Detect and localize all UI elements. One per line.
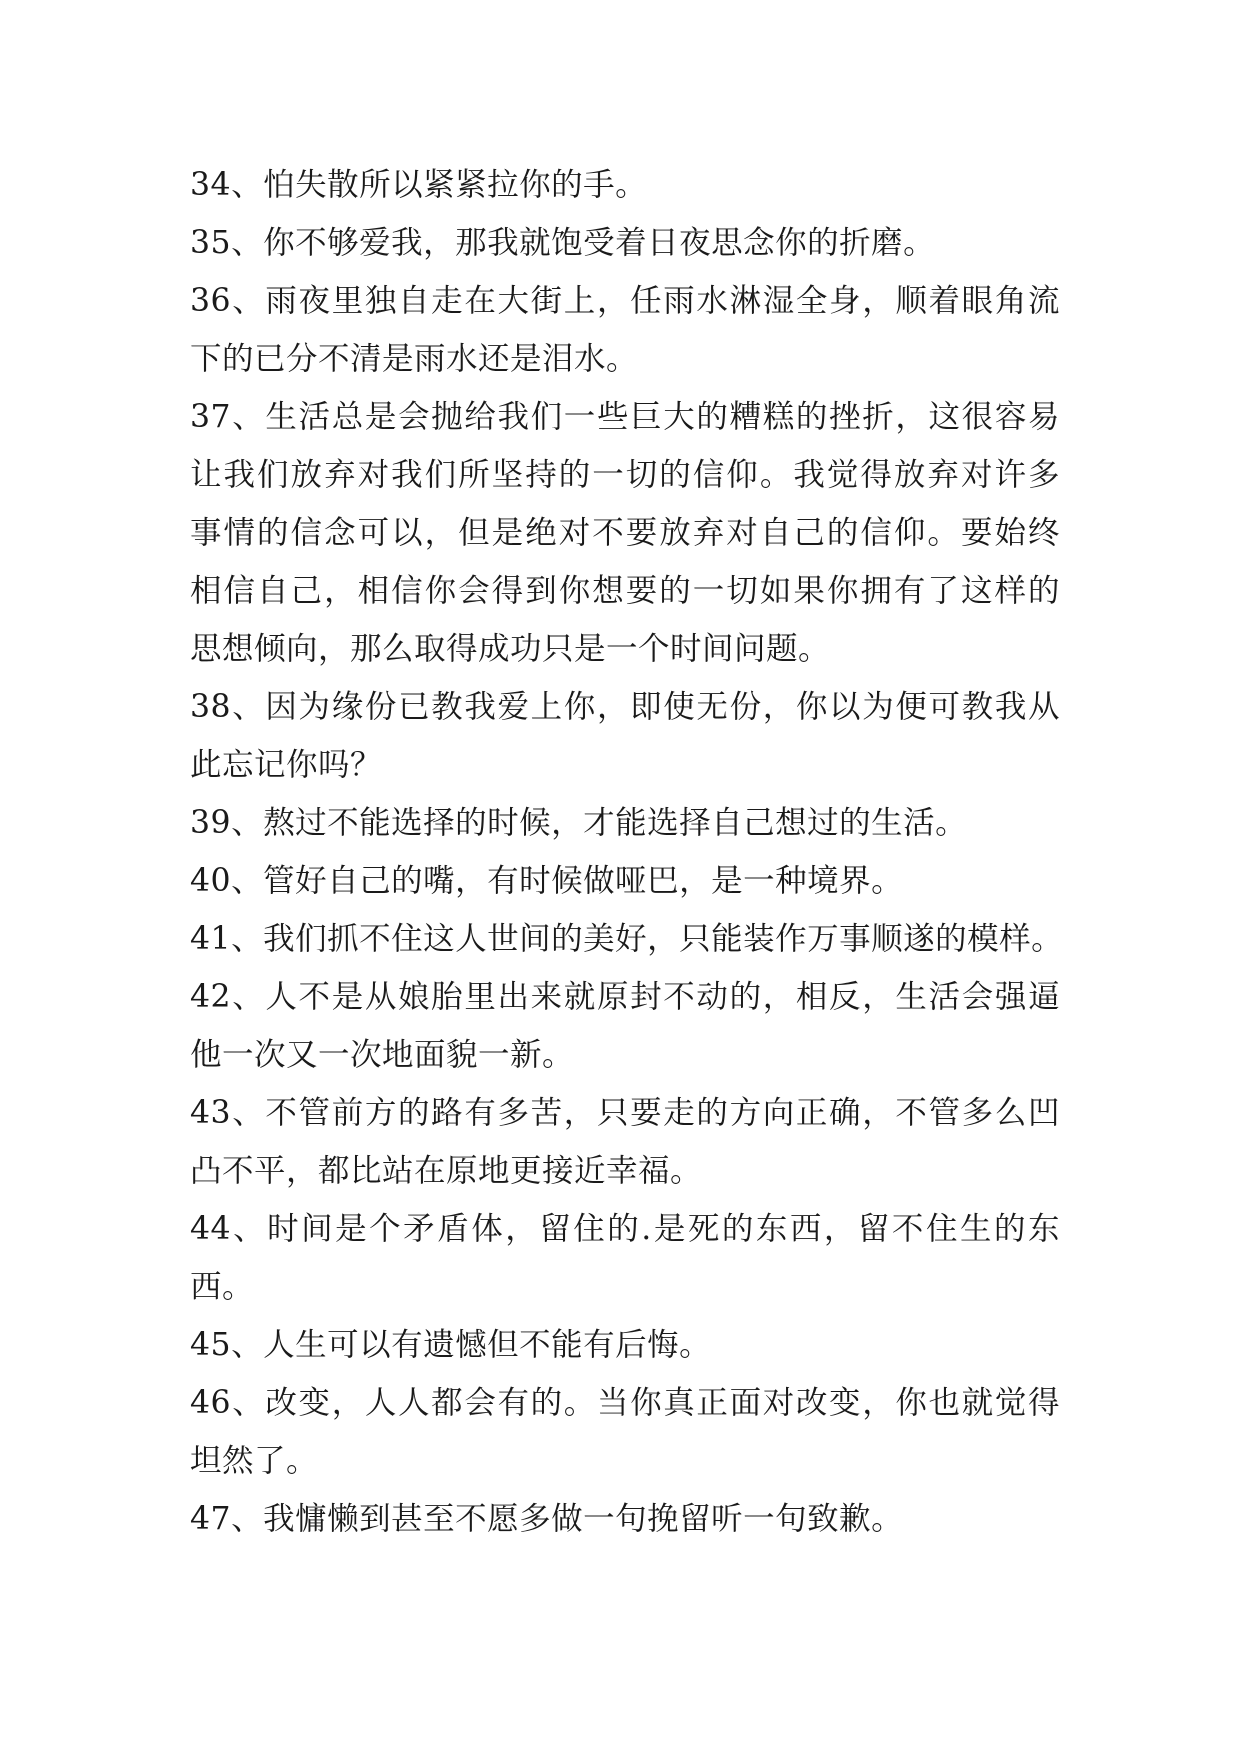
text-line: 42、人不是从娘胎里出来就原封不动的，相反，生活会强逼 (190, 979, 1060, 1015)
text-line: 他一次又一次地面貌一新。 (190, 1037, 575, 1073)
text-line: 36、雨夜里独自走在大街上，任雨水淋湿全身，顺着眼角流 (190, 283, 1060, 319)
text-line: 41、我们抓不住这人世间的美好，只能装作万事顺遂的模样。 (190, 921, 1064, 957)
quote-text-block (190, 156, 1064, 1548)
text-line: 凸不平，都比站在原地更接近幸福。 (190, 1153, 703, 1189)
text-line: 47、我慵懒到甚至不愿多做一句挽留听一句致歉。 (190, 1501, 904, 1537)
text-line: 44、时间是个矛盾体，留住的.是死的东西，留不住生的东 (190, 1211, 1060, 1247)
text-line: 43、不管前方的路有多苦，只要走的方向正确，不管多么凹 (190, 1095, 1060, 1131)
text-line: 事情的信念可以，但是绝对不要放弃对自己的信仰。要始终 (190, 515, 1060, 551)
text-line: 45、人生可以有遗憾但不能有后悔。 (190, 1327, 712, 1363)
text-line: 39、熬过不能选择的时候，才能选择自己想过的生活。 (190, 805, 968, 841)
text-line: 相信自己，相信你会得到你想要的一切如果你拥有了这样的 (190, 573, 1060, 609)
text-line: 西。 (190, 1269, 255, 1305)
text-line: 40、管好自己的嘴，有时候做哑巴，是一种境界。 (190, 863, 904, 899)
text-line: 38、因为缘份已教我爱上你，即使无份，你以为便可教我从 (190, 689, 1060, 725)
text-line: 此忘记你吗？ (190, 747, 383, 783)
text-line: 让我们放弃对我们所坚持的一切的信仰。我觉得放弃对许多 (190, 457, 1060, 493)
text-line: 坦然了。 (190, 1443, 319, 1479)
text-line: 34、怕失散所以紧紧拉你的手。 (190, 167, 648, 203)
text-line: 37、生活总是会抛给我们一些巨大的糟糕的挫折，这很容易 (190, 399, 1060, 435)
text-line: 下的已分不清是雨水还是泪水。 (190, 341, 639, 377)
text-line: 思想倾向，那么取得成功只是一个时间问题。 (190, 631, 831, 667)
text-line: 35、你不够爱我，那我就饱受着日夜思念你的折磨。 (190, 225, 936, 261)
text-line: 46、改变，人人都会有的。当你真正面对改变，你也就觉得 (190, 1385, 1060, 1421)
